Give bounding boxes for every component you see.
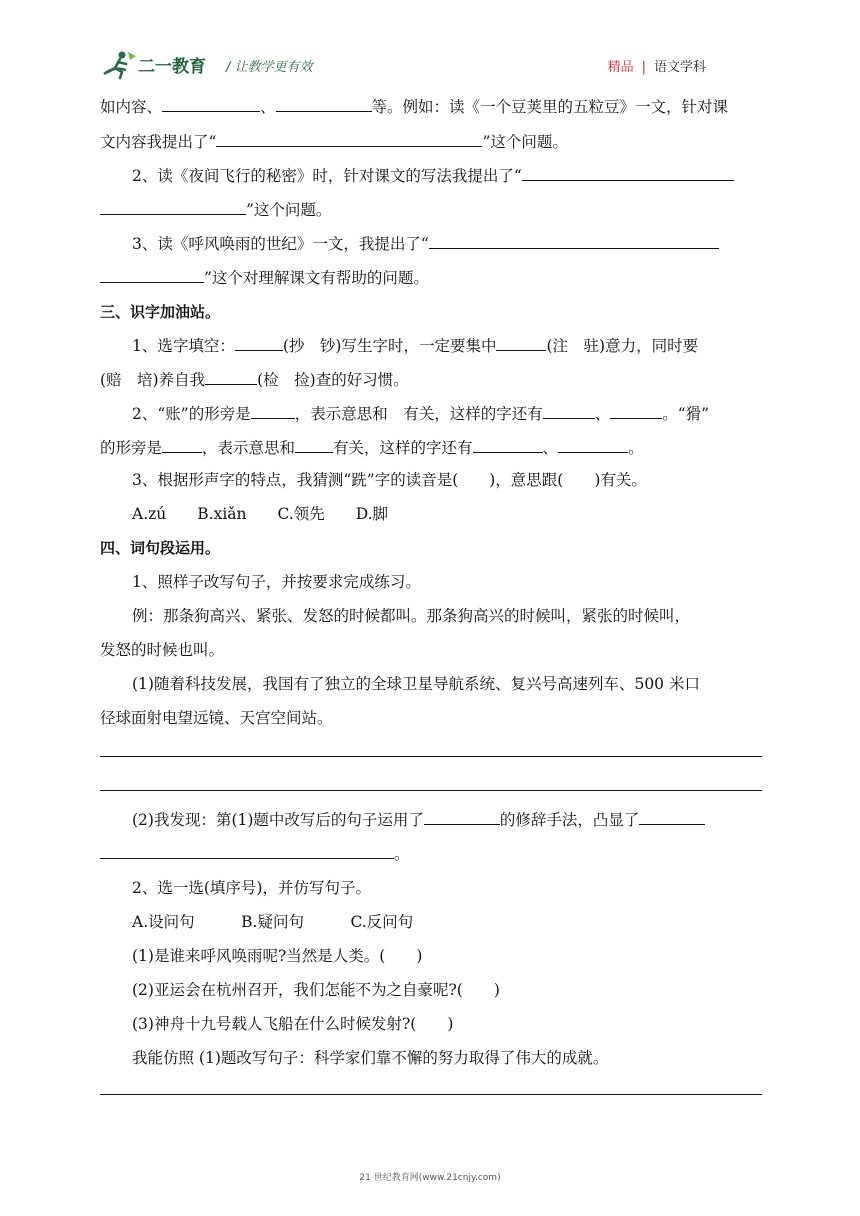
text-line: 例：那条狗高兴、紧张、发怒的时候都叫。那条狗高兴的时候叫，紧张的时候叫， — [132, 607, 691, 625]
text-line: 2、“账”的形旁是 ，表示意思和 有关，这样的字还有 、 。“猾” — [132, 405, 710, 423]
text-line: 1、照样子改写句子，并按要求完成练习。 — [132, 573, 421, 591]
section-title: 三、识字加油站。 — [100, 303, 221, 321]
logo-icon — [100, 48, 218, 82]
answer-blank[interactable] — [558, 437, 628, 453]
answer-blank[interactable] — [543, 403, 595, 419]
answer-line[interactable] — [100, 790, 762, 791]
options-line: A.设问句 B.疑问句 C.反问句 — [132, 913, 414, 931]
answer-blank[interactable] — [162, 437, 202, 453]
text-line: (2)亚运会在杭州召开，我们怎能不为之自豪呢?( ) — [132, 981, 500, 999]
text-line: 我能仿照 (1)题改写句子：科学家们靠不懈的努力取得了伟大的成就。 — [132, 1049, 609, 1067]
text-line: (赔 培)养自我 (检 捡)查的好习惯。 — [100, 371, 409, 389]
answer-blank[interactable] — [424, 809, 500, 825]
answer-blank[interactable] — [100, 199, 246, 215]
answer-blank[interactable] — [610, 403, 662, 419]
text-line: 文内容我提出了“ ”这个问题。 — [100, 133, 568, 151]
options-line: A.zú B.xiǎn C.领先 D.脚 — [132, 505, 389, 523]
answer-blank[interactable] — [639, 809, 705, 825]
answer-blank[interactable] — [429, 233, 719, 249]
header-right — [608, 56, 706, 75]
answer-blank[interactable] — [216, 131, 482, 147]
text-line: ”这个问题。 — [100, 199, 331, 220]
section-title: 四、词句段运用。 — [100, 539, 221, 557]
answer-blank[interactable] — [276, 96, 372, 112]
text-line: (1)随着科技发展，我国有了独立的全球卫星导航系统、复兴号高速列车、500 米口 — [132, 675, 700, 693]
text-line: 1、选字填空： (抄 钞)写生字时，一定要集中 (注 驻)意力，同时要 — [132, 337, 699, 355]
text-line: 。 — [100, 843, 410, 864]
answer-blank[interactable] — [162, 96, 260, 112]
answer-blank[interactable] — [496, 335, 546, 351]
text-line: 3、根据形声字的特点，我猜测“跣”字的读音是( )，意思跟( )有关。 — [132, 471, 647, 489]
answer-blank[interactable] — [205, 369, 257, 385]
text-line: 发怒的时候也叫。 — [100, 641, 225, 659]
text-line: 径球面射电望远镜、天宫空间站。 — [100, 709, 333, 727]
answer-line[interactable] — [100, 756, 762, 757]
text-line: (1)是谁来呼风唤雨呢?当然是人类。( ) — [132, 947, 423, 965]
subject-label: 语文学科 — [653, 60, 706, 75]
answer-blank[interactable] — [235, 335, 283, 351]
text-line: (2)我发现：第(1)题中改写后的句子运用了 的修辞手法，凸显了 — [132, 809, 705, 830]
text-line: 3、读《呼风唤雨的世纪》一文，我提出了“ — [132, 233, 719, 254]
text-line: 2、选一选(填序号)，并仿写句子。 — [132, 879, 371, 897]
svg-text:二一教育: 二一教育 — [138, 57, 206, 77]
premium-badge: 精品 — [607, 60, 634, 75]
text-line: 如内容、 、 等。例如：读《一个豆荚里的五粒豆》一文，针对课 — [100, 98, 729, 116]
header-separator: | — [641, 60, 646, 75]
page-header — [100, 48, 760, 84]
answer-blank[interactable] — [251, 403, 295, 419]
text-line: ”这个对理解课文有帮助的问题。 — [100, 267, 429, 288]
text-line: 的形旁是 ，表示意思和 有关，这样的字还有 、 。 — [100, 439, 644, 457]
answer-blank[interactable] — [522, 165, 734, 181]
answer-blank[interactable] — [295, 437, 333, 453]
answer-line[interactable] — [100, 1094, 762, 1095]
answer-blank[interactable] — [100, 267, 204, 283]
page-footer: 21 世纪教育网(www.21cnjy.com) — [359, 1173, 501, 1183]
answer-blank[interactable] — [473, 437, 543, 453]
answer-blank[interactable] — [100, 843, 394, 859]
slogan-text: / 让教学更有效 — [226, 60, 313, 75]
text-line: (3)神舟十九号载人飞船在什么时候发射?( ) — [132, 1015, 454, 1033]
text-line: 2、读《夜间飞行的秘密》时，针对课文的写法我提出了“ — [132, 165, 734, 186]
